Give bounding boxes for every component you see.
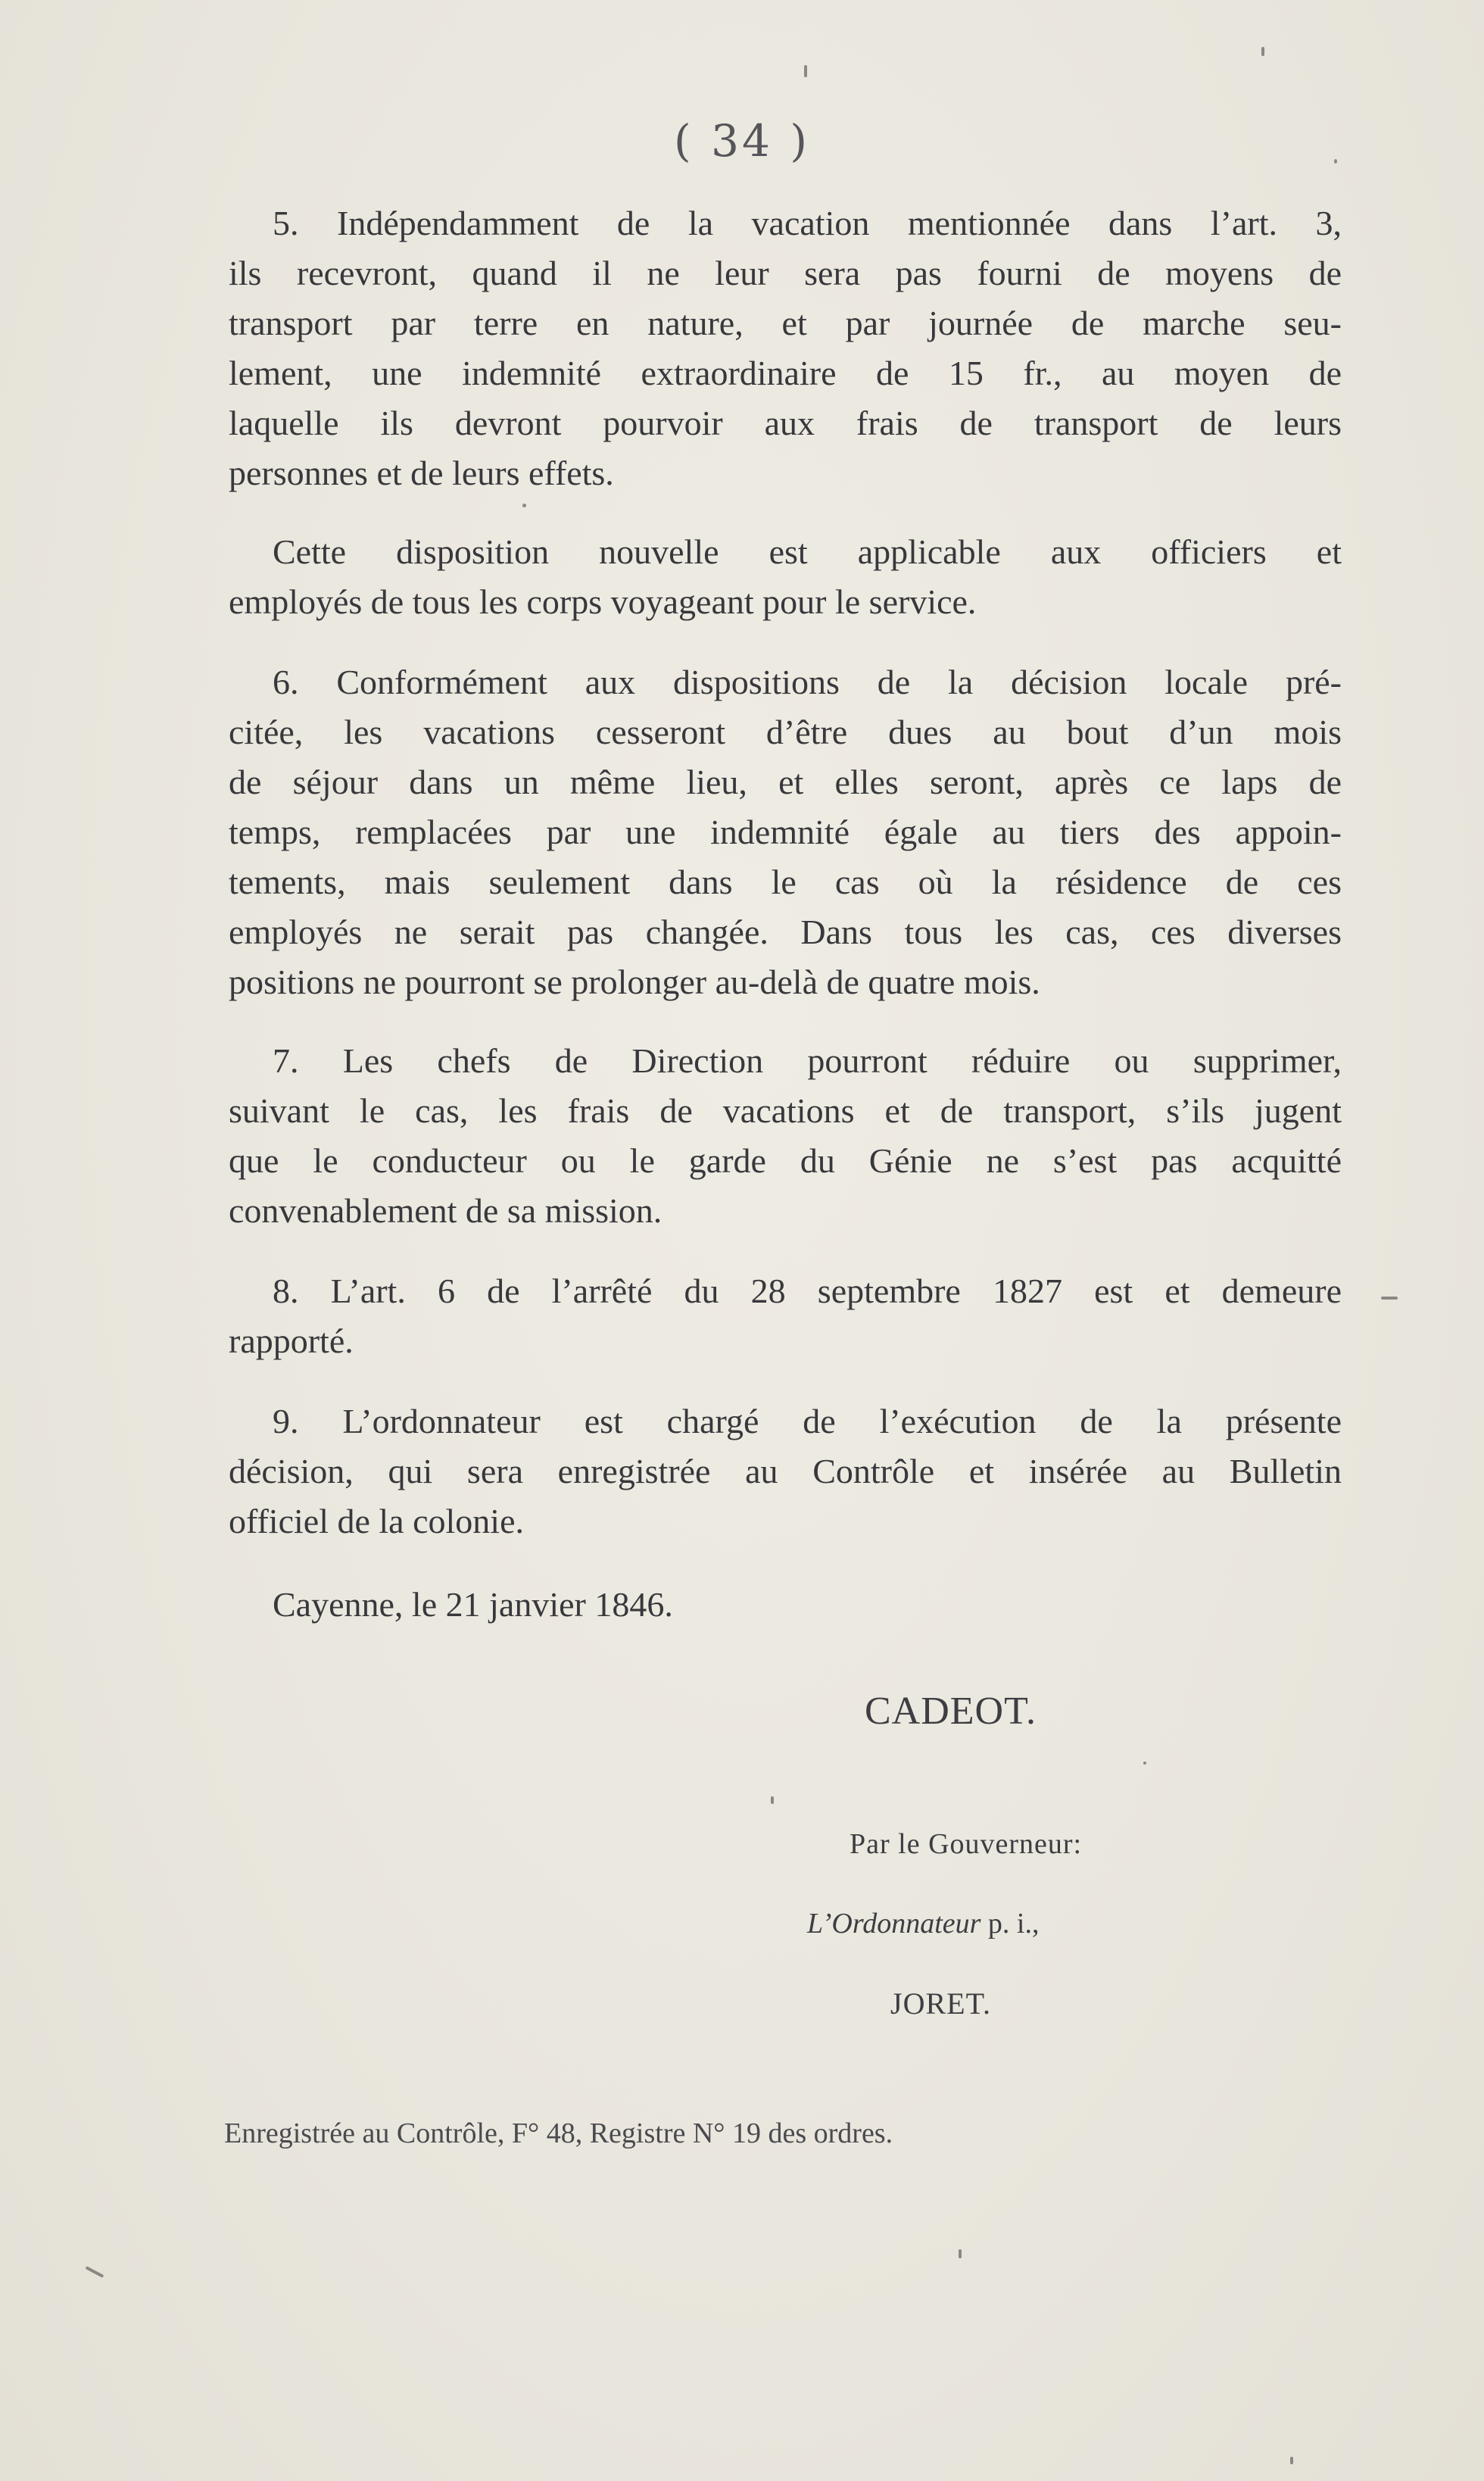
signature-role-line — [807, 1907, 1039, 1940]
text-line: personnes et de leurs effets. — [229, 454, 614, 492]
text-line: employés ne serait pas changée. Dans tous les cas, ces diverses — [229, 913, 1342, 951]
text-line: employés de tous les corps voyageant pour le service. — [229, 582, 977, 621]
text-line: Cette disposition nouvelle est applicable aux officiers et — [273, 532, 1342, 571]
text-line: 7. Les chefs de Direction pourront réduire ou supprimer, — [273, 1041, 1342, 1080]
article-9 — [229, 1397, 1342, 1546]
text-line: transport par terre en nature, et par journée de marche seu- — [229, 304, 1342, 342]
text-line: Cayenne, le 21 janvier 1846. — [273, 1585, 673, 1624]
paper-speck — [86, 2266, 104, 2278]
text-line: 5. Indépendamment de la vacation mentionnée dans l’art. 3, — [273, 204, 1342, 242]
page-number: ( 34 ) — [674, 115, 810, 167]
article-5-note — [229, 527, 1342, 627]
article-7 — [229, 1036, 1342, 1236]
paper-speck — [1381, 1297, 1398, 1300]
text-line: que le conducteur ou le garde du Génie ne s’est pas acquitté — [229, 1141, 1342, 1180]
paper-speck — [1261, 47, 1264, 56]
text-line: ils recevront, quand il ne leur sera pas fourni de moyens de — [229, 254, 1342, 292]
paper-speck — [771, 1796, 774, 1804]
text-line: 9. L’ordonnateur est chargé de l’exécution de la présente — [273, 1402, 1342, 1440]
text-line: positions ne pourront se prolonger au-delà de quatre mois. — [229, 963, 1040, 1001]
paper-speck — [1334, 159, 1337, 164]
text-line: temps, remplacées par une indemnité égale au tiers des appoin- — [229, 813, 1342, 851]
article-8 — [229, 1266, 1342, 1366]
signature-governor: CADEOT. — [865, 1690, 1037, 1733]
text-line: 8. L’art. 6 de l’arrêté du 28 septembre 1827 est et demeure — [273, 1272, 1342, 1310]
signature-role: L’Ordonnateur — [807, 1908, 981, 1940]
text-line: lement, une indemnité extraordinaire de 15 fr., au moyen de — [229, 354, 1342, 392]
text-line: de séjour dans un même lieu, et elles seront, après ce laps de — [229, 763, 1342, 801]
text-line: 6. Conformément aux dispositions de la décision locale pré- — [273, 663, 1342, 701]
article-5 — [229, 198, 1342, 498]
signature-countersign: JORET. — [890, 1986, 992, 2021]
paper-speck — [959, 2249, 962, 2258]
registration-note: Enregistrée au Contrôle, F° 48, Registre N° 19 des ordres. — [224, 2117, 893, 2149]
paper-speck — [1143, 1762, 1146, 1765]
text-line: convenablement de sa mission. — [229, 1191, 662, 1230]
text-line: suivant le cas, les frais de vacations et de transport, s’ils jugent — [229, 1091, 1342, 1130]
text-line: décision, qui sera enregistrée au Contrôle et insérée au Bulletin — [229, 1452, 1342, 1490]
date-line — [229, 1580, 1342, 1630]
text-line: officiel de la colonie. — [229, 1502, 524, 1540]
signature-role-suffix: p. i., — [987, 1908, 1040, 1940]
text-line: rapporté. — [229, 1322, 354, 1360]
text-line: tements, mais seulement dans le cas où la résidence de ces — [229, 863, 1342, 901]
text-line: citée, les vacations cesseront d’être dues au bout d’un mois — [229, 713, 1342, 751]
text-line: laquelle ils devront pourvoir aux frais de transport de leurs — [229, 404, 1342, 442]
signature-by-line: Par le Gouverneur: — [850, 1828, 1083, 1860]
paper-speck — [1290, 2457, 1293, 2464]
article-6 — [229, 657, 1342, 1007]
paper-speck — [522, 504, 526, 507]
paper-speck — [804, 65, 807, 77]
